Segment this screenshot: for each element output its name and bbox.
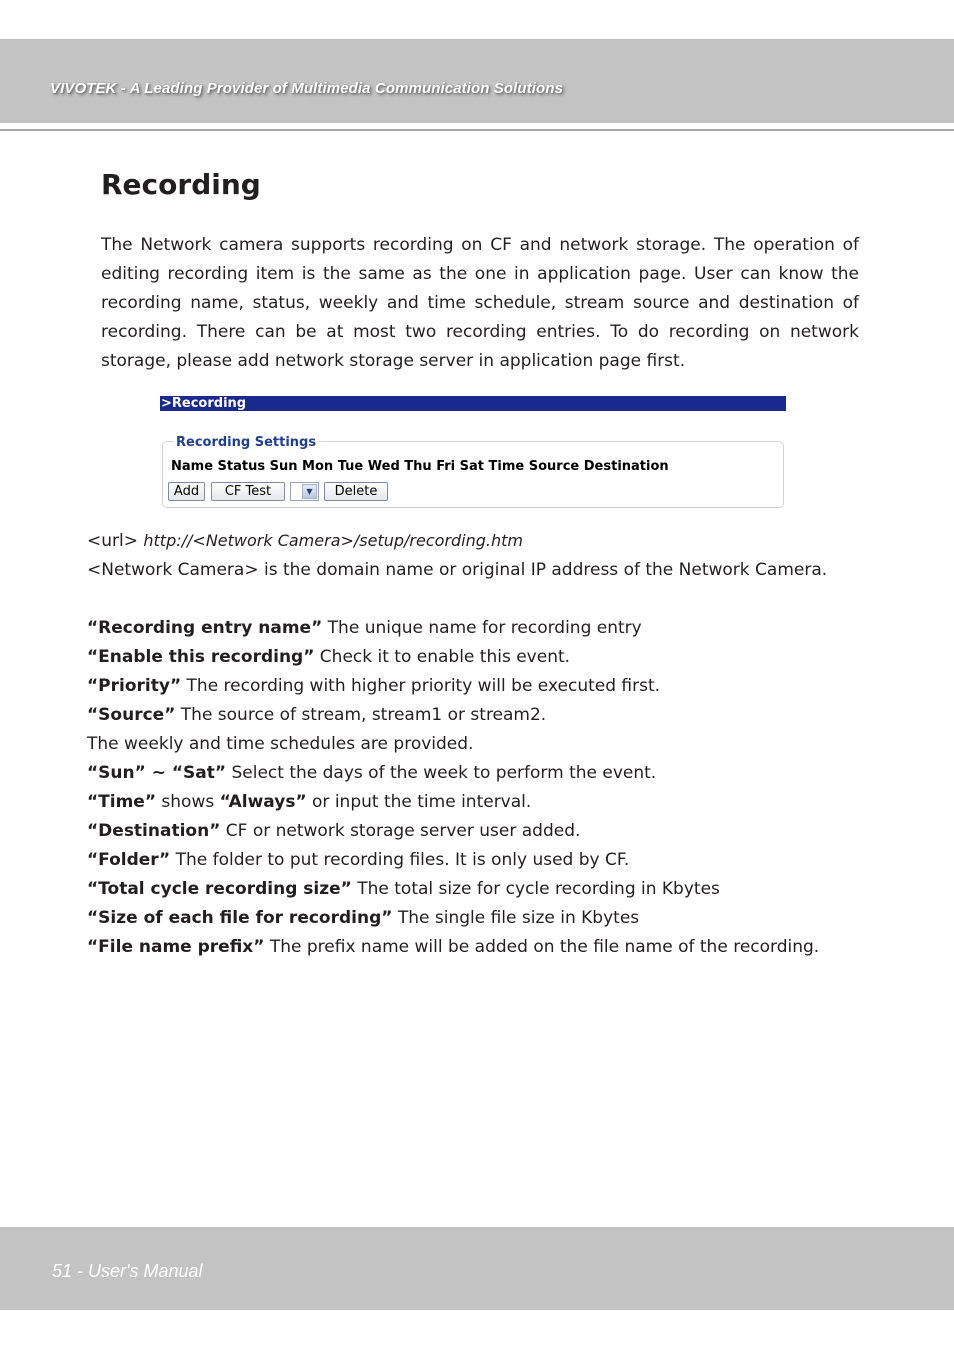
url-prefix: <url> [87, 531, 138, 551]
definition-item [87, 704, 877, 733]
definition-text: The single file size in Kbytes [392, 908, 640, 928]
column-header: Mon [302, 459, 338, 474]
definition-item [87, 878, 877, 907]
recording-select[interactable] [290, 482, 319, 501]
definition-item [87, 675, 877, 704]
add-button[interactable]: Add [168, 482, 205, 501]
definition-item [87, 936, 877, 965]
recording-settings-screenshot [160, 396, 786, 514]
column-header: Fri [436, 459, 460, 474]
screenshot-title-bar: >Recording [160, 396, 786, 411]
definition-text: shows [156, 792, 220, 812]
definition-text: The source of stream, stream1 or stream2. [175, 705, 547, 725]
column-header: Name [171, 459, 218, 474]
column-header: Sat [459, 459, 489, 474]
definition-term: “Enable this recording” [87, 647, 315, 667]
definition-text: or input the time interval. [306, 792, 532, 812]
definition-term: “Sun” ~ “Sat” [87, 763, 227, 783]
column-header: Time [488, 459, 529, 474]
definition-item [87, 762, 877, 791]
definition-item [87, 907, 877, 936]
setup-url: http://<Network Camera>/setup/recording.htm [143, 531, 523, 550]
definition-text: Check it to enable this event. [314, 647, 571, 667]
definition-item [87, 791, 877, 820]
column-header: Thu [404, 459, 437, 474]
definition-term: “Priority” [87, 676, 182, 696]
definition-list [87, 617, 877, 965]
column-header: Sun [269, 459, 303, 474]
definition-term: “Time” [87, 792, 157, 812]
definition-item [87, 733, 877, 762]
recording-settings-legend: Recording Settings [173, 435, 319, 450]
page-number-label: 51 - User's Manual [52, 1261, 203, 1281]
chevron-down-icon: ▼ [302, 484, 317, 499]
definition-term: “Size of each file for recording” [87, 908, 393, 928]
definition-text: The recording with higher priority will be executed first. [181, 676, 661, 696]
header-divider [0, 129, 954, 131]
definition-item [87, 849, 877, 878]
column-header: Destination [583, 459, 669, 474]
definition-text: The folder to put recording files. It is only used by CF. [170, 850, 630, 870]
definition-term: “File name prefix” [87, 937, 265, 957]
column-header: Source [528, 459, 584, 474]
intro-paragraph: The Network camera supports recording on CF and network storage. The operation of editing recording item is the same as the one in application page. User can know the recording name, status, weekly and time schedule, stream source and destination of recording. There can be at most two recording entries. To do recording on network storage, please add network storage server in application page first. [101, 235, 859, 371]
definition-term: “Folder” [87, 850, 171, 870]
recording-column-headers [171, 459, 669, 474]
column-header: Status [217, 459, 270, 474]
definition-term: “Always” [219, 792, 307, 812]
cf-test-button[interactable]: CF Test [211, 482, 285, 501]
header-tagline: VIVOTEK - A Leading Provider of Multimedia Communication Solutions [50, 80, 564, 97]
column-header: Wed [367, 459, 405, 474]
definition-text: Select the days of the week to perform the event. [226, 763, 657, 783]
definition-term: “Destination” [87, 821, 221, 841]
definition-item [87, 820, 877, 849]
definition-term: “Total cycle recording size” [87, 879, 352, 899]
definition-term: “Recording entry name” [87, 618, 323, 638]
definition-text: The total size for cycle recording in Kbytes [351, 879, 720, 899]
definition-text: CF or network storage server user added. [220, 821, 581, 841]
column-header: Tue [337, 459, 368, 474]
page-title: Recording [101, 168, 261, 201]
definition-item [87, 646, 877, 675]
delete-button[interactable]: Delete [324, 482, 388, 501]
definition-item [87, 617, 877, 646]
definition-text: The weekly and time schedules are provided. [87, 734, 474, 754]
definition-text: The prefix name will be added on the file name of the recording. [264, 937, 820, 957]
definition-term: “Source” [87, 705, 176, 725]
definition-text: The unique name for recording entry [322, 618, 642, 638]
url-line [87, 531, 523, 551]
url-note: <Network Camera> is the domain name or original IP address of the Network Camera. [87, 560, 828, 580]
